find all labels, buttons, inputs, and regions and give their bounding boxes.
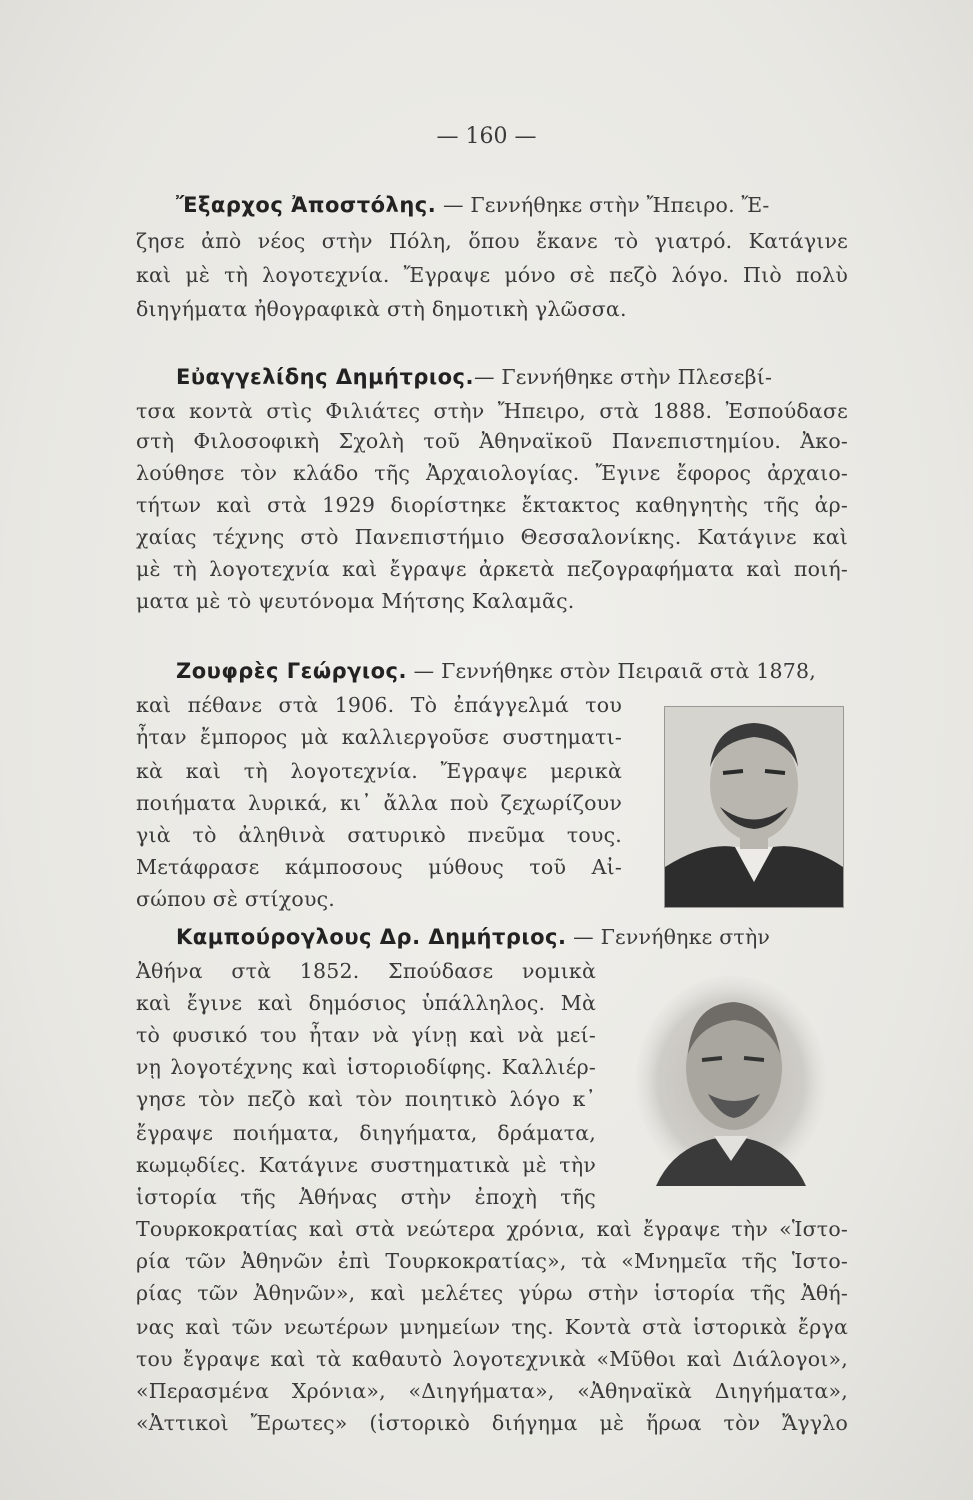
- entry-kampouroglous-line-9: ἱστορία τῆς Ἀθήνας στὴν ἐποχὴ τῆς: [136, 1185, 596, 1209]
- entry-zoufres-line-3: ἦταν ἔμπορος μὰ καλλιεργοῦσε συστηματι-: [136, 725, 622, 749]
- entry-zoufres-line-8: σώπου σὲ στίχους.: [136, 887, 336, 911]
- portrait-zoufres: [664, 706, 844, 908]
- entry-kampouroglous-line-12: ρίας τῶν Ἀθηνῶν», καὶ μελέτες γύρω στὴν ἱστορία τῆς Ἀθή-: [136, 1281, 848, 1305]
- entry-kampouroglous-line-16: «Ἀττικοὶ Ἔρωτες» (ἱστορικὸ διήγημα μὲ ἥρωα τὸν Ἄγγλο: [136, 1411, 848, 1435]
- entry-kampouroglous-line-3: καὶ ἔγινε καὶ δημόσιος ὑπάλληλος. Μὰ: [136, 991, 596, 1015]
- entry-zoufres-line-7: Μετάφρασε κάμποσους μύθους τοῦ Αἰ-: [136, 855, 622, 879]
- entry-zoufres-line-5: ποιήματα λυρικά, κι᾽ ἄλλα ποὺ ζεχωρίζουν: [136, 791, 622, 815]
- page-number: — 160 —: [436, 124, 537, 149]
- portrait-kampouroglous: [636, 976, 826, 1186]
- entry-zoufres-line-1: Ζουφρὲς Γεώργιος. — Γεννήθηκε στὸν Πειραιᾶ στὰ 1878,: [176, 659, 816, 683]
- entry-evangelidis-line-8: ματα μὲ τὸ ψευτόνομα Μήτσης Καλαμᾶς.: [136, 589, 575, 613]
- entry-exarchos-line-4: διηγήματα ἠθογραφικὰ στὴ δημοτικὴ γλῶσσα.: [136, 297, 627, 321]
- entry-kampouroglous-line-11: ρία τῶν Ἀθηνῶν ἐπὶ Τουρκοκρατίας», τὰ «Μνημεῖα τῆς Ἱστο-: [136, 1249, 848, 1273]
- entry-exarchos-line-2: ζησε ἀπὸ νέος στὴν Πόλη, ὅπου ἔκανε τὸ γιατρό. Κατάγινε: [136, 229, 848, 253]
- entry-evangelidis-line-3: στὴ Φιλοσοφικὴ Σχολὴ τοῦ Ἀθηναϊκοῦ Πανεπιστημίου. Ἀκο-: [136, 429, 848, 453]
- entry-kampouroglous-line-7: ἔγραψε ποιήματα, διηγήματα, δράματα,: [136, 1121, 596, 1145]
- entry-kampouroglous-line-8: κωμῳδίες. Κατάγινε συστηματικὰ μὲ τὴν: [136, 1153, 596, 1177]
- entry-exarchos-line-1: Ἔξαρχος Ἀποστόλης. — Γεννήθηκε στὴν Ἤπειρο. Ἔ-: [176, 193, 770, 217]
- entry-kampouroglous-line-15: «Περασμένα Χρόνια», «Διηγήματα», «Ἀθηναϊκὰ Διηγήματα»,: [136, 1379, 848, 1403]
- entry-kampouroglous-line-13: νας καὶ τῶν νεωτέρων μνημείων της. Κοντὰ στὰ ἱστορικὰ ἔργα: [136, 1315, 848, 1339]
- entry-evangelidis-line-4: λούθησε τὸν κλάδο τῆς Ἀρχαιολογίας. Ἔγινε ἔφορος ἀρχαιο-: [136, 461, 848, 485]
- entry-kampouroglous-line-2: Ἀθήνα στὰ 1852. Σπούδασε νομικὰ: [136, 959, 596, 983]
- portrait-kampouroglous-image: [636, 976, 826, 1186]
- entry-kampouroglous-line-14: του ἔγραψε καὶ τὰ καθαυτὸ λογοτεχνικὰ «Μῦθοι καὶ Διάλογοι»,: [136, 1347, 848, 1371]
- entry-kampouroglous-line-5: νῃ λογοτέχνης καὶ ἱστοριοδίφης. Καλλιέρ-: [136, 1055, 596, 1079]
- entry-zoufres-line-6: γιὰ τὸ ἀληθινὰ σατυρικὸ πνεῦμα τους.: [136, 823, 622, 847]
- entry-kampouroglous-name: Καμπούρογλους Δρ. Δημήτριος.: [176, 925, 567, 949]
- entry-zoufres-line-4: κὰ καὶ τὴ λογοτεχνία. Ἔγραψε μερικὰ: [136, 759, 622, 783]
- entry-kampouroglous-line-6: γησε τὸν πεζὸ καὶ τὸν ποιητικὸ λόγο κ᾽: [136, 1087, 596, 1111]
- entry-exarchos-name: Ἔξαρχος Ἀποστόλης.: [176, 193, 437, 217]
- portrait-zoufres-image: [665, 707, 843, 907]
- entry-evangelidis-name: Εὐαγγελίδης Δημήτριος.: [176, 365, 474, 389]
- entry-zoufres-name: Ζουφρὲς Γεώργιος.: [176, 659, 407, 683]
- entry-evangelidis-line-1: Εὐαγγελίδης Δημήτριος.— Γεννήθηκε στὴν Πλεσεβί-: [176, 365, 773, 389]
- entry-evangelidis-line-7: μὲ τὴ λογοτεχνία καὶ ἔγραψε ἀρκετὰ πεζογραφήματα καὶ ποιή-: [136, 557, 848, 581]
- entry-evangelidis-line-6: χαίας τέχνης στὸ Πανεπιστήμιο Θεσσαλονίκης. Κατάγινε καὶ: [136, 525, 848, 549]
- entry-zoufres-line-2: καὶ πέθανε στὰ 1906. Τὸ ἐπάγγελμά του: [136, 693, 622, 717]
- entry-evangelidis-line-2: τσα κοντὰ στὶς Φιλιάτες στὴν Ἤπειρο, στὰ 1888. Ἐσπούδασε: [136, 399, 848, 423]
- entry-kampouroglous-line-1: Καμπούρογλους Δρ. Δημήτριος. — Γεννήθηκε στὴν: [176, 925, 771, 949]
- entry-kampouroglous-line-4: τὸ φυσικό του ἦταν νὰ γίνῃ καὶ νὰ μεί-: [136, 1023, 596, 1047]
- entry-kampouroglous-line-10: Τουρκοκρατίας καὶ στὰ νεώτερα χρόνια, καὶ ἔγραψε τὴν «Ἱστο-: [136, 1217, 848, 1241]
- entry-exarchos-line-3: καὶ μὲ τὴ λογοτεχνία. Ἔγραψε μόνο σὲ πεζὸ λόγο. Πιὸ πολὺ: [136, 263, 848, 287]
- entry-evangelidis-line-5: τήτων καὶ στὰ 1929 διορίστηκε ἔκτακτος καθηγητὴς τῆς ἀρ-: [136, 493, 848, 517]
